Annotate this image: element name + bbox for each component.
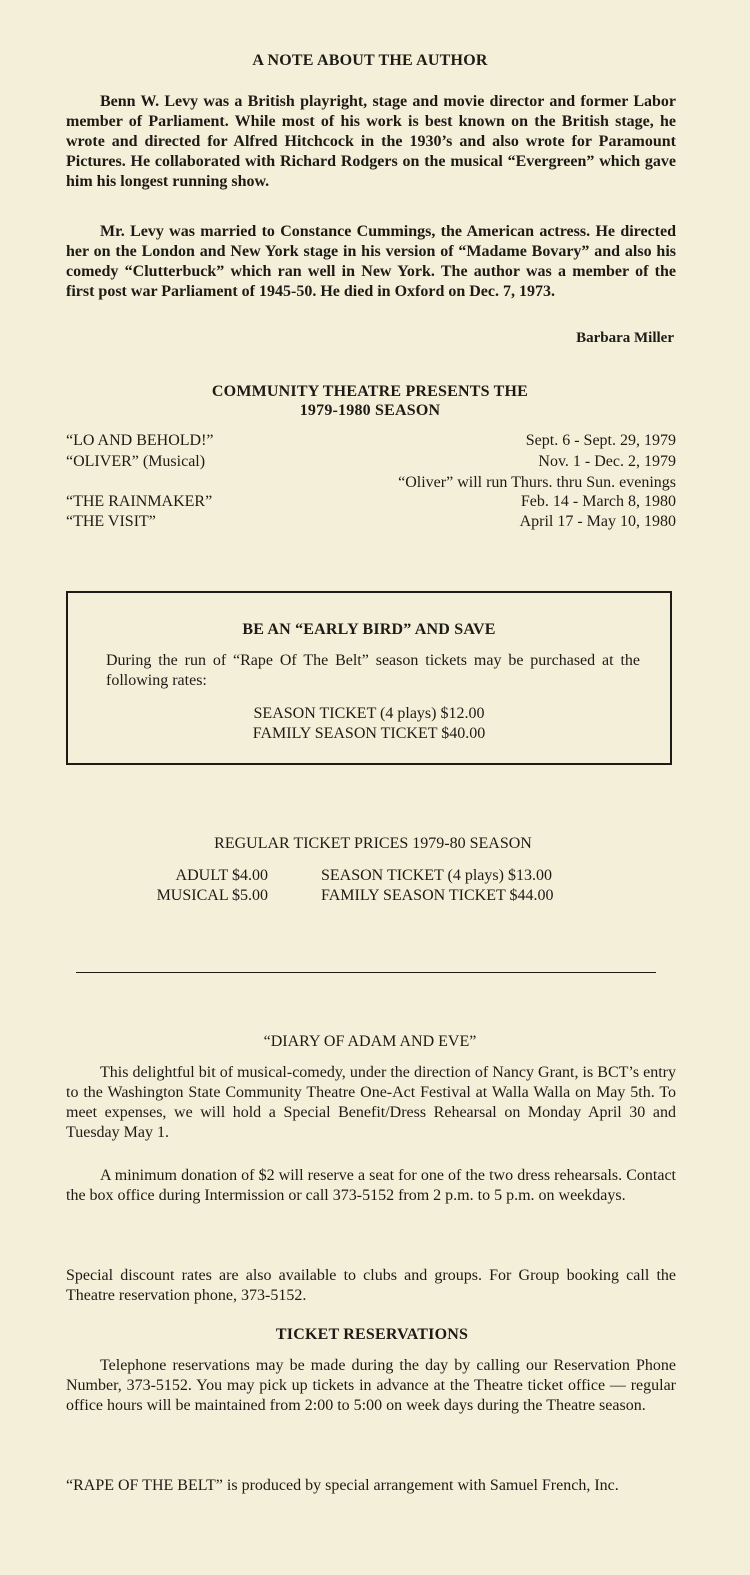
regular-prices-left bbox=[157, 866, 268, 906]
diary-heading: “DIARY OF ADAM AND EVE” bbox=[263, 1033, 477, 1050]
season-play-row bbox=[66, 474, 676, 494]
play-note: “Oliver” will run Thurs. thru Sun. evenings bbox=[398, 474, 676, 491]
play-title: “THE RAINMAKER” bbox=[66, 493, 213, 510]
family-season-ticket-price: FAMILY SEASON TICKET $44.00 bbox=[321, 887, 554, 904]
season-ticket-price: SEASON TICKET (4 plays) $13.00 bbox=[321, 867, 552, 884]
early-bird-box bbox=[66, 591, 672, 765]
diary-paragraph-2 bbox=[66, 1166, 676, 1206]
diary-text-2: A minimum donation of $2 will reserve a seat for one of the two dress rehearsals. Contact the box office during Intermission or call 373-5152 from 2 p.m. to 5 p.m. on weekdays. bbox=[66, 1167, 676, 1204]
divider-line bbox=[76, 972, 656, 973]
season-heading-line-2: 1979-1980 SEASON bbox=[299, 402, 441, 419]
diary-text-1: This delightful bit of musical-comedy, under the direction of Nancy Grant, is BCT’s entry to the Washington State Community Theatre One-Act Festival at Walla Walla on May 5th. To meet expenses, we will hold a Special Benefit/Dress Rehearsal on Monday April 30 and Tuesday May 1. bbox=[66, 1064, 676, 1141]
season-heading-line-1: COMMUNITY THEATRE PRESENTS THE bbox=[211, 383, 529, 400]
discount-paragraph: Special discount rates are also available to clubs and groups. For Group booking call the Theatre reservation phone, 373-5152. bbox=[66, 1267, 676, 1304]
play-title: “THE VISIT” bbox=[66, 513, 156, 530]
season-play-row bbox=[66, 493, 676, 513]
adult-price: ADULT $4.00 bbox=[175, 867, 268, 884]
production-credit: “RAPE OF THE BELT” is produced by special arrangement with Samuel French, Inc. bbox=[66, 1477, 619, 1494]
play-dates: April 17 - May 10, 1980 bbox=[519, 513, 676, 530]
diary-paragraph-1 bbox=[66, 1063, 676, 1143]
season-play-row bbox=[66, 432, 676, 452]
early-bird-season-ticket: SEASON TICKET (4 plays) $12.00 bbox=[253, 705, 485, 722]
musical-price: MUSICAL $5.00 bbox=[156, 887, 268, 904]
author-note-signature: Barbara Miller bbox=[576, 330, 674, 346]
season-play-row bbox=[66, 453, 676, 473]
regular-prices-right bbox=[321, 866, 553, 906]
play-title: “LO AND BEHOLD!” bbox=[66, 432, 214, 449]
play-title: “OLIVER” (Musical) bbox=[66, 453, 206, 470]
early-bird-text: During the run of “Rape Of The Belt” season tickets may be purchased at the following rates: bbox=[106, 652, 640, 689]
regular-prices-heading: REGULAR TICKET PRICES 1979-80 SEASON bbox=[214, 835, 532, 852]
play-dates: Feb. 14 - March 8, 1980 bbox=[520, 493, 676, 510]
early-bird-heading: BE AN “EARLY BIRD” AND SAVE bbox=[242, 621, 496, 638]
play-dates: Nov. 1 - Dec. 2, 1979 bbox=[538, 453, 676, 470]
author-note-paragraph-1 bbox=[66, 92, 676, 192]
author-note-heading: A NOTE ABOUT THE AUTHOR bbox=[252, 52, 488, 69]
author-note-text-2: Mr. Levy was married to Constance Cummings, the American actress. He directed her on the London and New York stage in his version of “Madame Bovary” and also his comedy “Clutterbuck” which ran well in New York. The author was a member of the first post war Parliament of 1945-50. He died in Oxford on Dec. 7, 1973. bbox=[66, 223, 676, 300]
author-note-text-1: Benn W. Levy was a British playright, stage and movie director and former Labor member of Parliament. While most of his work is best known on the British stage, he wrote and directed for Alfred Hitchcock in the 1930’s and also wrote for Paramount Pictures. He collaborated with Richard Rodgers on the musical “Evergreen” which gave him his longest running show. bbox=[66, 93, 676, 190]
play-dates: Sept. 6 - Sept. 29, 1979 bbox=[525, 432, 676, 449]
reservations-paragraph bbox=[66, 1356, 676, 1416]
author-note-paragraph-2 bbox=[66, 222, 676, 302]
reservations-heading: TICKET RESERVATIONS bbox=[275, 1326, 469, 1343]
early-bird-family-ticket: FAMILY SEASON TICKET $40.00 bbox=[252, 725, 486, 742]
reservations-text: Telephone reservations may be made during the day by calling our Reservation Phone Number, 373-5152. You may pick up tickets in advance at the Theatre ticket office — regular office hours will be maintained from 2:00 to 5:00 on week days during the Theatre season. bbox=[66, 1357, 676, 1414]
season-play-row bbox=[66, 513, 676, 533]
